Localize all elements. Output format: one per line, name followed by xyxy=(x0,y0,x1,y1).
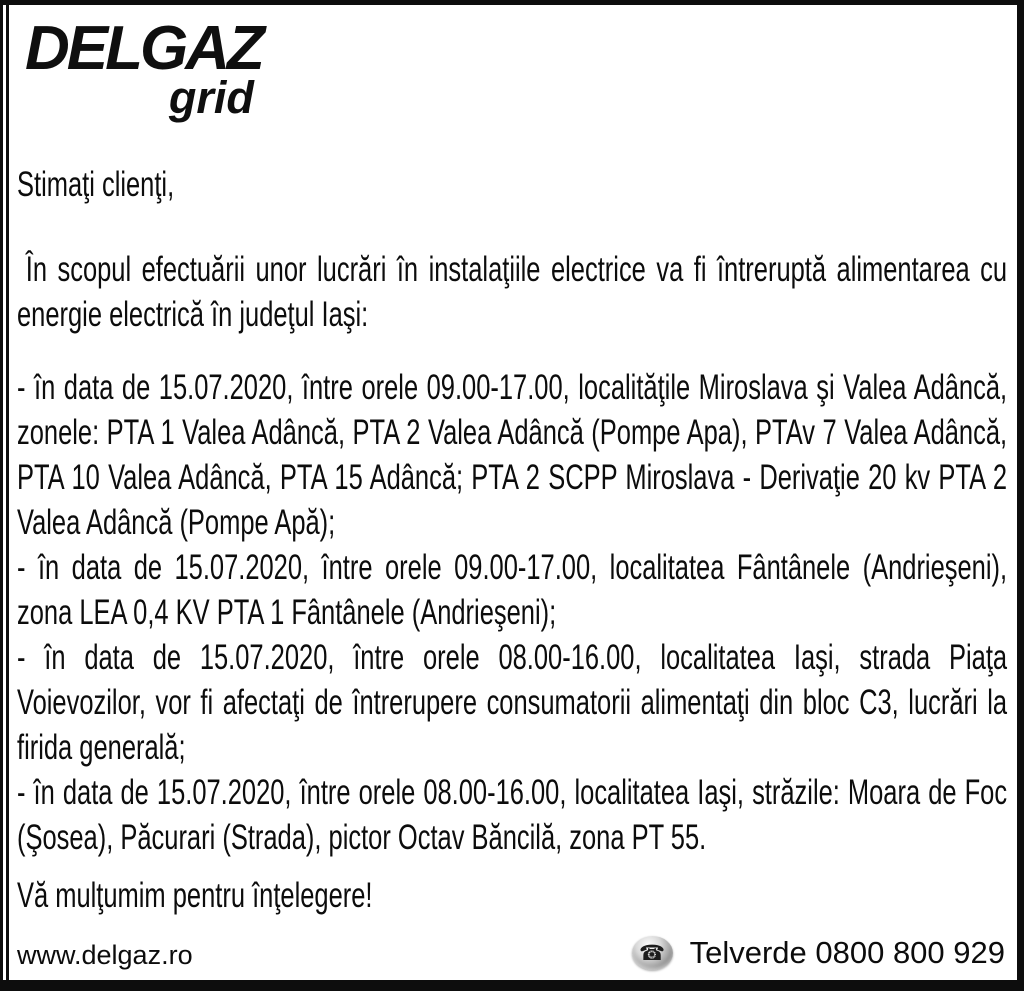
telverde-phone-number: Telverde 0800 800 929 xyxy=(689,935,1005,970)
intro-paragraph: În scopul efectuării unor lucrări în instalaţiile electrice va fi întreruptă alimentarea cu energie electrică în judeţul Iaşi: xyxy=(17,250,1008,334)
greeting-text: Stimaţi clienţi, xyxy=(17,165,175,204)
footer xyxy=(17,929,1005,977)
interruption-item: - în data de 15.07.2020, între orele 09.00-17.00, localitatea Fântânele (Andrieşeni), zona LEA 0,4 KV PTA 1 Fântânele (Andrieşeni); xyxy=(17,548,1008,632)
logo-delgaz-text: DELGAZ xyxy=(25,14,262,83)
interruption-item: - în data de 15.07.2020, între orele 09.00-17.00, localităţile Miroslava şi Valea Adâncă, zonele: PTA 1 Valea Adâncă, PTA 2 Valea Adâncă (Pompe Apa), PTAv 7 Valea Adâncă, PTA 10 Valea Adâncă, PTA 15 Adâncă; PTA 2 SCPP Miroslava - Derivaţie 20 kv PTA 2 Valea Adâncă (Pompe Apă); xyxy=(17,368,1008,542)
page-border-left xyxy=(0,5,9,980)
telephone-icon: ☎ xyxy=(632,936,673,970)
thanks-message: Vă mulţumim pentru înţelegere! xyxy=(17,876,373,915)
logo-grid-text: grid xyxy=(168,72,254,123)
interruption-list xyxy=(17,365,1007,860)
interruption-item: - în data de 15.07.2020, între orele 08.00-16.00, localitatea Iaşi, străzile: Moara de Foc (Şosea), Păcurari (Strada), pictor Octav Băncilă, zona PT 55. xyxy=(17,773,1008,857)
delgaz-logo xyxy=(0,5,262,123)
website-url: www.delgaz.ro xyxy=(17,940,193,970)
notice-body xyxy=(17,162,1007,918)
interruption-item: - în data de 15.07.2020, între orele 08.00-16.00, localitatea Iaşi, strada Piaţa Voievozilor, vor fi afectaţi de întrerupere consumatorii alimentaţi din bloc C3, lucrări la firida generală; xyxy=(17,638,1008,767)
phone-contact xyxy=(632,935,1005,971)
